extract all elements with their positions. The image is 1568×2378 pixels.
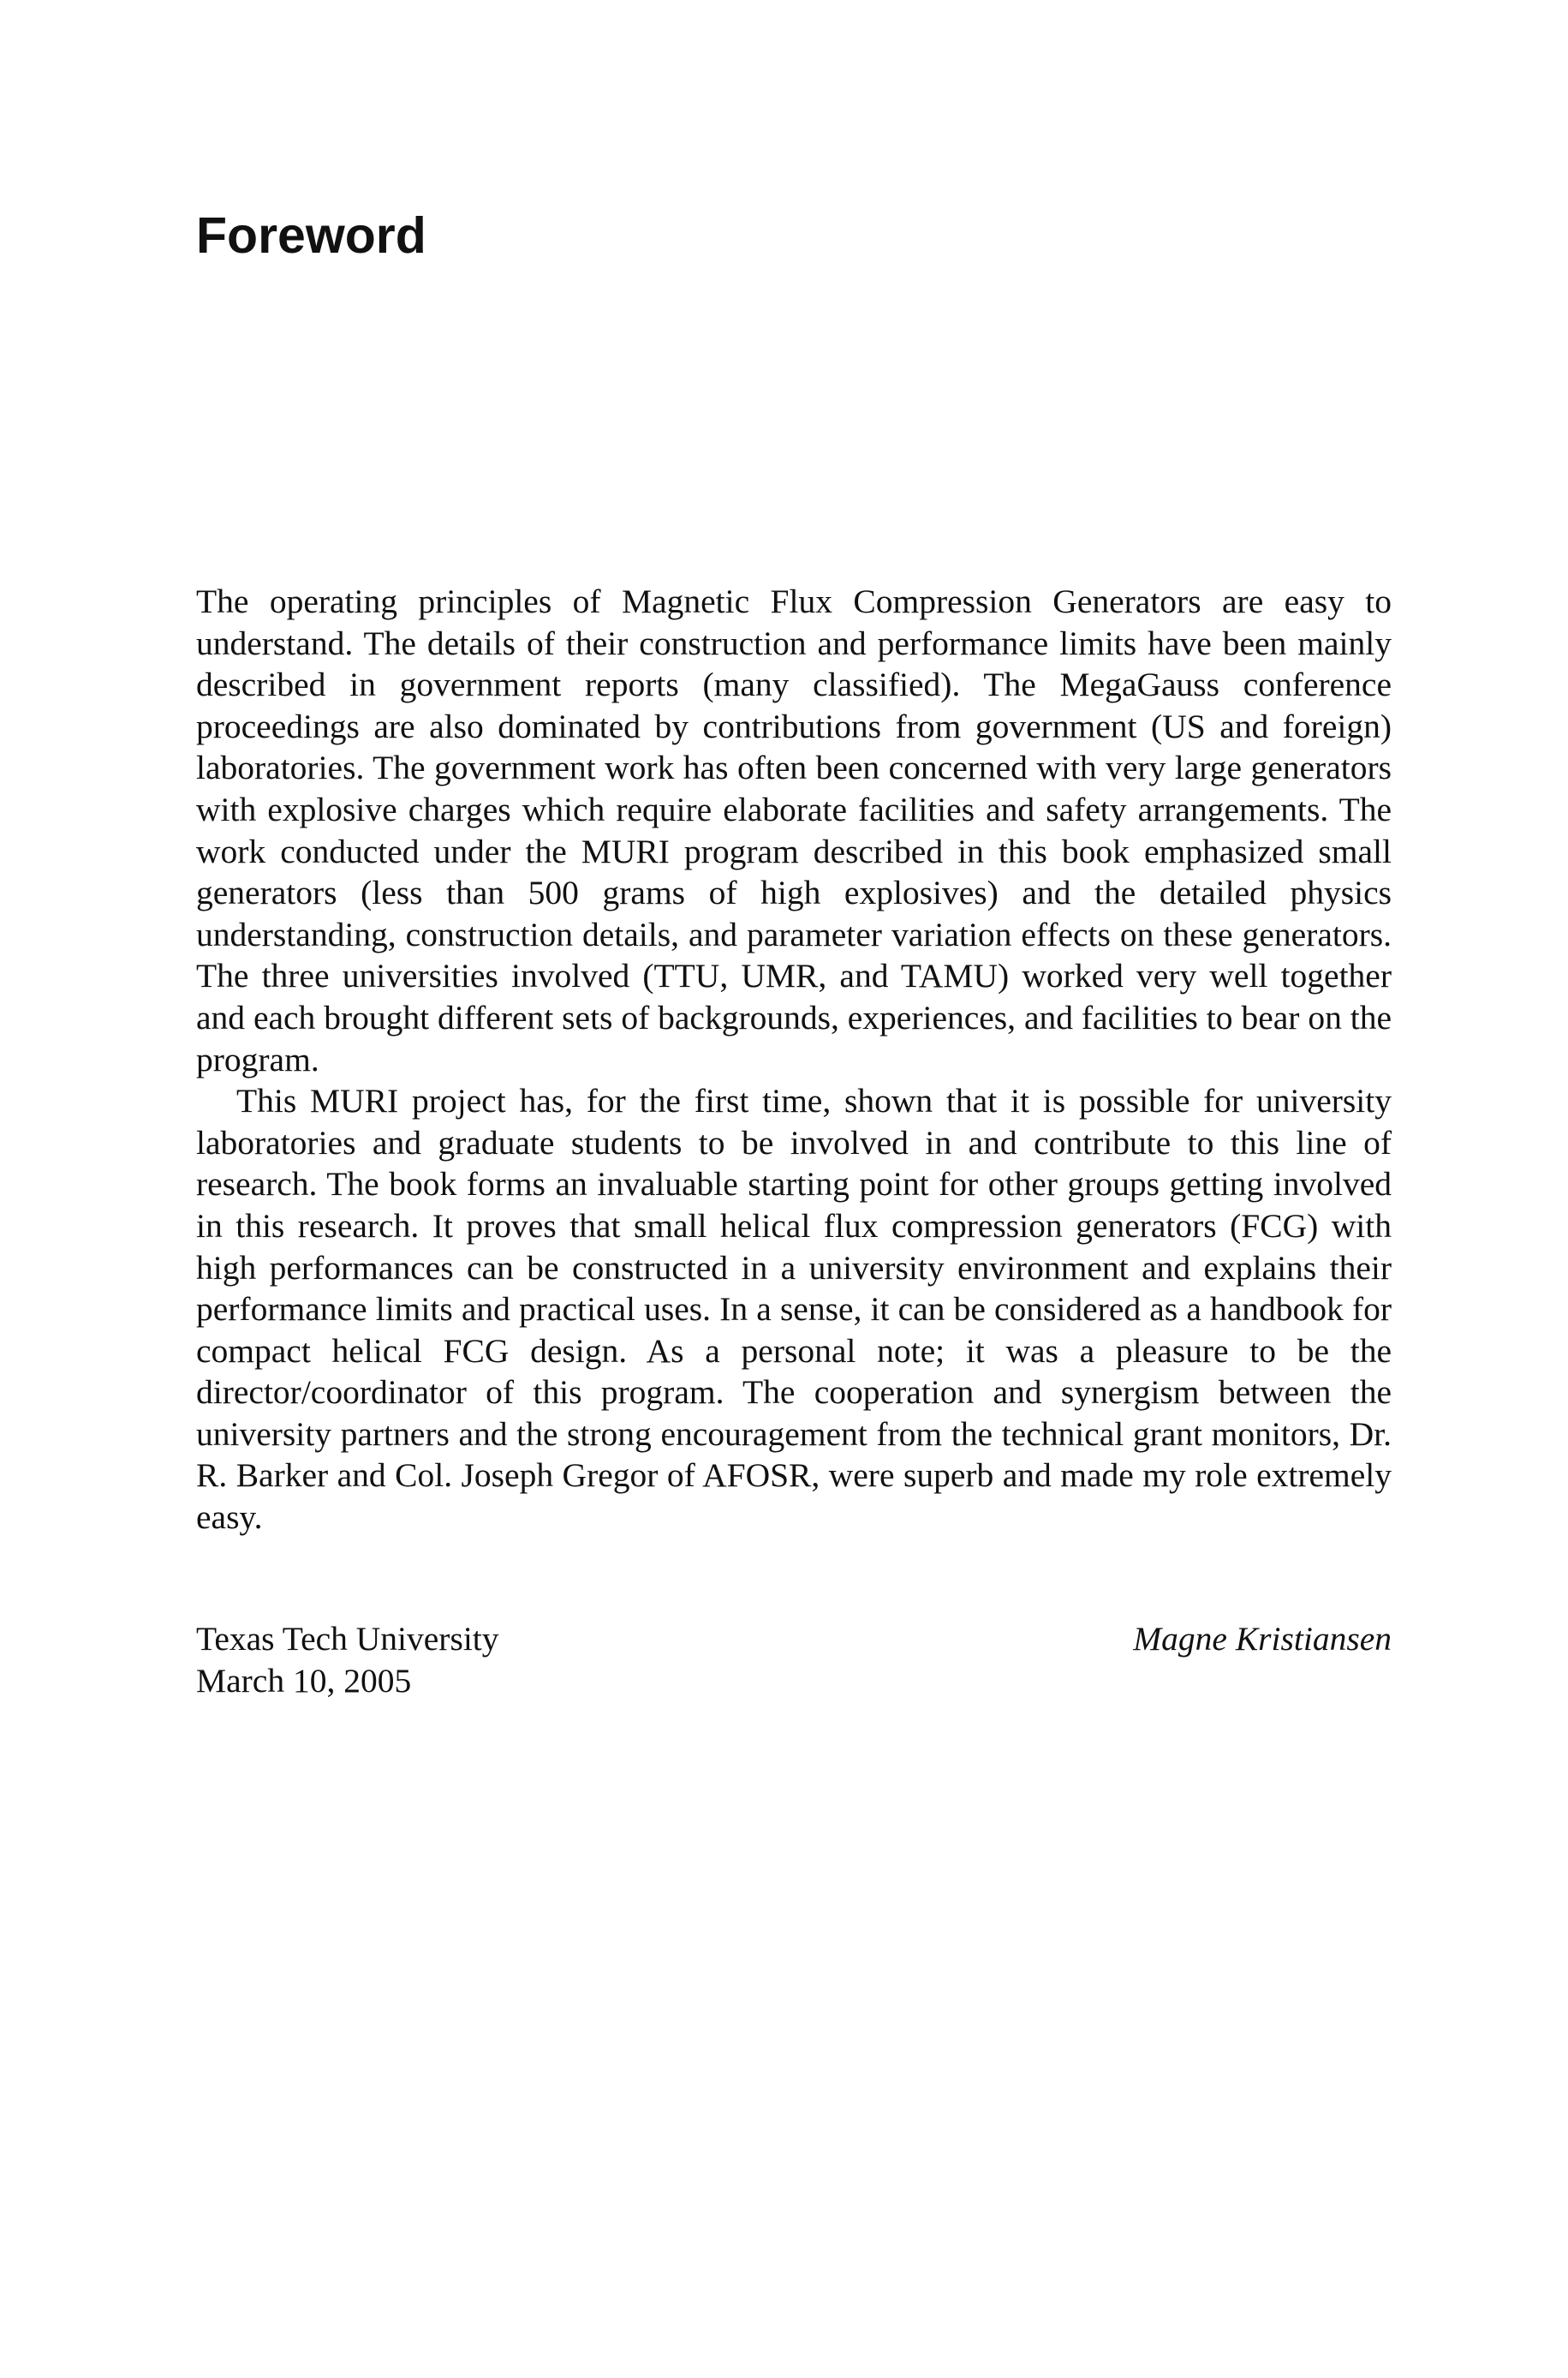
page-title: Foreword — [196, 207, 426, 264]
institution-name: Texas Tech University — [196, 1620, 499, 1658]
paragraph-1: The operating principles of Magnetic Flux Compression Generators are easy to understand. The details of their construction and performance limits have been mainly described in government reports (many classified). The MegaGauss conference proceedings are also dominated by contributions from government (US and foreign) laboratories. The government work has often been concerned with very large generators with explosive charges which require elaborate facilities and safety arrangements. The work conducted under the MURI program described in this book emphasized small generators (less than 500 grams of high explosives) and the detailed physics understanding, construction details, and parameter variation effects on these generators. The three universities involved (TTU, UMR, and TAMU) worked very well together and each brought different sets of backgrounds, experiences, and facilities to bear on the program. — [196, 583, 1392, 1078]
signature-affiliation — [196, 1618, 499, 1701]
paragraph-2: This MURI project has, for the first time, shown that it is possible for university laboratories and graduate students to be involved in and contribute to this line of research. The book forms an invaluable starting point for other groups getting involved in this research. It proves that small helical flux compression generators (FCG) with high performances can be constructed in a university environment and explains their performance limits and practical uses. In a sense, it can be considered as a handbook for compact helical FCG design. As a personal note; it was a pleasure to be the director/coordinator of this program. The cooperation and synergism between the university partners and the strong encouragement from the technical grant monitors, Dr. R. Barker and Col. Joseph Gregor of AFOSR, were superb and made my role extremely easy. — [196, 1082, 1392, 1537]
foreword-body — [196, 581, 1392, 1539]
author-name: Magne Kristiansen — [1133, 1620, 1392, 1658]
signature-date: March 10, 2005 — [196, 1661, 412, 1700]
